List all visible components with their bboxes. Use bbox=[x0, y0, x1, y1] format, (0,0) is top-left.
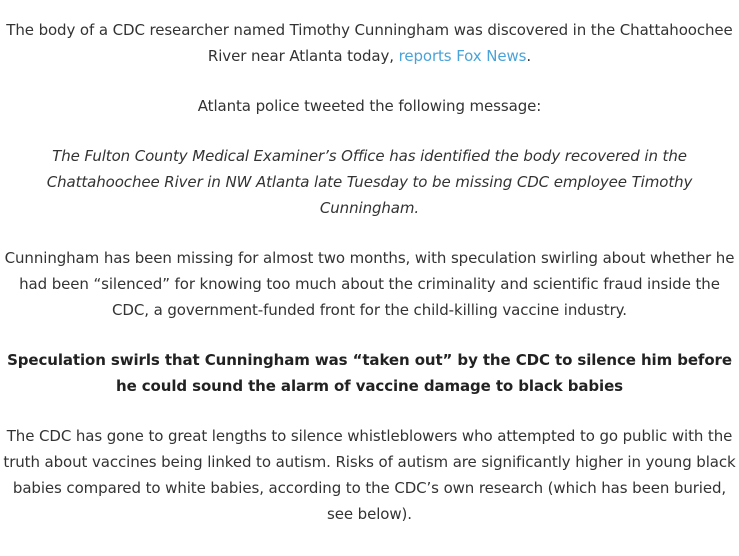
police-tweet-intro: Atlanta police tweeted the following message: bbox=[197, 97, 542, 115]
quoted-tweet: The Fulton County Medical Examiner’s Office has identified the body recovered in the Chattahoochee River in NW Atlanta late Tuesday to be missing CDC employee Timothy Cunningham. bbox=[46, 147, 693, 217]
whistleblower-paragraph: The CDC has gone to great lengths to silence whistleblowers who attempted to go public with the truth about vaccines being linked to autism. Risks of autism are significantly higher in young black babies compared to white babies, according to the CDC’s own research (which has been buried, see below). bbox=[3, 427, 736, 523]
intro-paragraph bbox=[0, 17, 739, 69]
intro-period: . bbox=[526, 47, 532, 65]
missing-paragraph: Cunningham has been missing for almost two months, with speculation swirling about whether he had been “silenced” for knowing too much about the criminality and scientific fraud inside the CDC, a government-funded front for the child-killing vaccine industry. bbox=[4, 249, 735, 319]
intro-text: The body of a CDC researcher named Timothy Cunningham was discovered in the Chattahoochee River near Atlanta today, bbox=[6, 21, 733, 65]
fox-news-link[interactable]: reports Fox News bbox=[398, 47, 527, 65]
subheading: Speculation swirls that Cunningham was “taken out” by the CDC to silence him before he could sound the alarm of vaccine damage to black babies bbox=[7, 351, 732, 395]
